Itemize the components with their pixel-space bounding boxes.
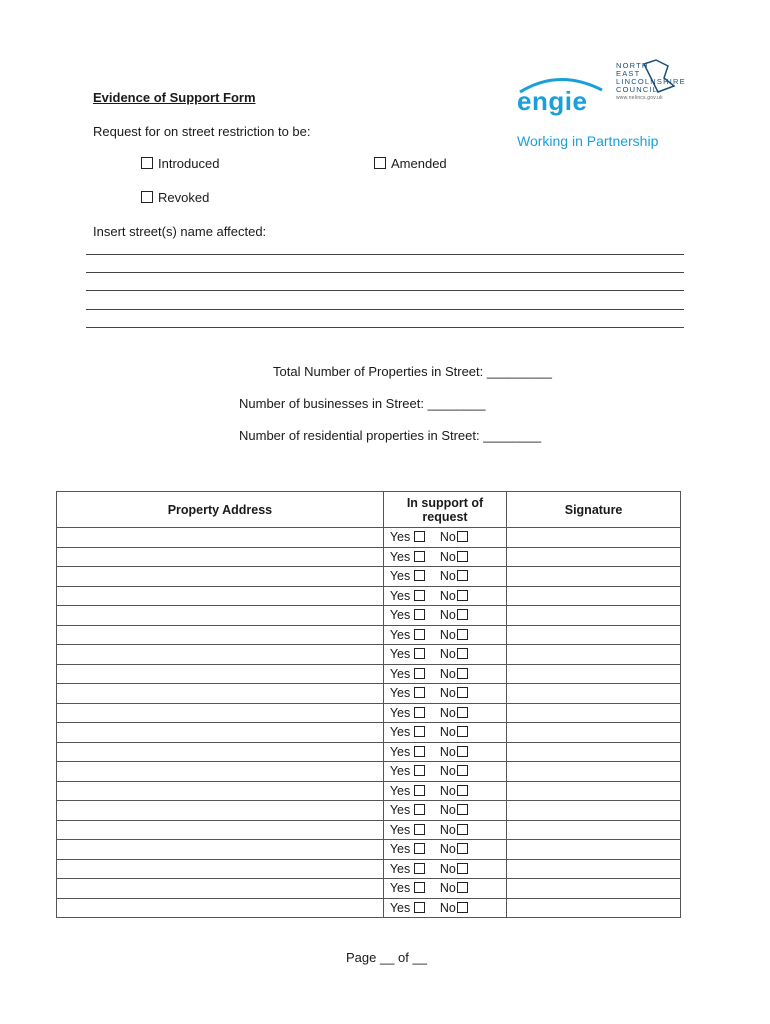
- no-checkbox[interactable]: [457, 570, 468, 581]
- table-row: [57, 703, 681, 723]
- no-checkbox[interactable]: [457, 531, 468, 542]
- address-cell[interactable]: [57, 703, 384, 723]
- support-cell: Yes No: [383, 606, 506, 626]
- introduced-checkbox[interactable]: [141, 157, 153, 169]
- no-checkbox[interactable]: [457, 746, 468, 757]
- signature-cell[interactable]: [507, 801, 681, 821]
- yes-checkbox[interactable]: [414, 687, 425, 698]
- signature-cell[interactable]: [507, 781, 681, 801]
- businesses-field[interactable]: Number of businesses in Street: ________: [239, 396, 486, 411]
- support-cell: Yes No: [383, 859, 506, 879]
- no-checkbox[interactable]: [457, 726, 468, 737]
- address-cell[interactable]: [57, 528, 384, 548]
- no-checkbox[interactable]: [457, 687, 468, 698]
- no-checkbox[interactable]: [457, 609, 468, 620]
- yes-checkbox[interactable]: [414, 590, 425, 601]
- signature-cell[interactable]: [507, 742, 681, 762]
- signature-cell[interactable]: [507, 586, 681, 606]
- support-table: [56, 491, 681, 918]
- request-label: Request for on street restriction to be:: [93, 124, 311, 139]
- yes-checkbox[interactable]: [414, 824, 425, 835]
- option-amended[interactable]: Amended: [374, 156, 447, 171]
- street-line[interactable]: [86, 309, 684, 310]
- no-checkbox[interactable]: [457, 804, 468, 815]
- signature-cell[interactable]: [507, 820, 681, 840]
- no-checkbox[interactable]: [457, 590, 468, 601]
- support-cell: Yes No: [383, 820, 506, 840]
- signature-cell[interactable]: [507, 645, 681, 665]
- table-row: [57, 781, 681, 801]
- signature-cell[interactable]: [507, 625, 681, 645]
- support-cell: Yes No: [383, 684, 506, 704]
- no-checkbox[interactable]: [457, 882, 468, 893]
- address-cell[interactable]: [57, 606, 384, 626]
- support-cell: Yes No: [383, 664, 506, 684]
- no-checkbox[interactable]: [457, 843, 468, 854]
- support-cell: Yes No: [383, 898, 506, 918]
- yes-checkbox[interactable]: [414, 804, 425, 815]
- council-name: NORTH EAST LINCOLNSHIRE COUNCIL www.nelincs.gov.uk: [616, 61, 686, 101]
- address-cell[interactable]: [57, 547, 384, 567]
- signature-cell[interactable]: [507, 840, 681, 860]
- table-row: [57, 820, 681, 840]
- logo-tagline: Working in Partnership: [517, 133, 659, 149]
- yes-checkbox[interactable]: [414, 629, 425, 640]
- address-cell[interactable]: [57, 567, 384, 587]
- revoked-checkbox[interactable]: [141, 191, 153, 203]
- address-cell[interactable]: [57, 879, 384, 899]
- no-checkbox[interactable]: [457, 765, 468, 776]
- table-row: [57, 606, 681, 626]
- support-cell: Yes No: [383, 703, 506, 723]
- table-row: [57, 547, 681, 567]
- signature-cell[interactable]: [507, 547, 681, 567]
- engie-brand: engie: [517, 86, 588, 116]
- signature-cell[interactable]: [507, 859, 681, 879]
- no-checkbox[interactable]: [457, 648, 468, 659]
- table-row: [57, 723, 681, 743]
- address-cell[interactable]: [57, 801, 384, 821]
- table-row: [57, 762, 681, 782]
- table-row: [57, 859, 681, 879]
- signature-cell[interactable]: [507, 762, 681, 782]
- table-row: [57, 567, 681, 587]
- address-cell[interactable]: [57, 723, 384, 743]
- yes-checkbox[interactable]: [414, 648, 425, 659]
- yes-checkbox[interactable]: [414, 531, 425, 542]
- address-cell[interactable]: [57, 684, 384, 704]
- table-row: [57, 898, 681, 918]
- address-cell[interactable]: [57, 859, 384, 879]
- no-checkbox[interactable]: [457, 902, 468, 913]
- address-cell[interactable]: [57, 820, 384, 840]
- yes-checkbox[interactable]: [414, 551, 425, 562]
- street-line[interactable]: [86, 254, 684, 255]
- support-cell: Yes No: [383, 762, 506, 782]
- support-cell: Yes No: [383, 547, 506, 567]
- address-cell[interactable]: [57, 586, 384, 606]
- table-row: [57, 801, 681, 821]
- street-line[interactable]: [86, 290, 684, 291]
- streets-label: Insert street(s) name affected:: [93, 224, 267, 239]
- address-cell[interactable]: [57, 645, 384, 665]
- table-row: [57, 664, 681, 684]
- support-cell: Yes No: [383, 567, 506, 587]
- signature-cell[interactable]: [507, 898, 681, 918]
- table-row: [57, 840, 681, 860]
- support-cell: Yes No: [383, 781, 506, 801]
- table-row: [57, 625, 681, 645]
- residential-field[interactable]: Number of residential properties in Street: ________: [239, 428, 542, 443]
- support-cell: Yes No: [383, 723, 506, 743]
- street-line[interactable]: [86, 272, 684, 273]
- support-cell: Yes No: [383, 879, 506, 899]
- street-line[interactable]: [86, 327, 684, 328]
- support-cell: Yes No: [383, 528, 506, 548]
- signature-cell[interactable]: [507, 879, 681, 899]
- yes-checkbox[interactable]: [414, 609, 425, 620]
- signature-cell[interactable]: [507, 528, 681, 548]
- yes-checkbox[interactable]: [414, 863, 425, 874]
- address-cell[interactable]: [57, 840, 384, 860]
- table-row: [57, 586, 681, 606]
- support-cell: Yes No: [383, 840, 506, 860]
- no-checkbox[interactable]: [457, 863, 468, 874]
- support-cell: Yes No: [383, 645, 506, 665]
- signature-cell[interactable]: [507, 703, 681, 723]
- signature-cell[interactable]: [507, 723, 681, 743]
- address-cell[interactable]: [57, 742, 384, 762]
- no-checkbox[interactable]: [457, 551, 468, 562]
- form-title: Evidence of Support Form: [93, 90, 256, 105]
- address-cell[interactable]: [57, 664, 384, 684]
- page-footer: Page __ of __: [346, 950, 427, 965]
- yes-checkbox[interactable]: [414, 707, 425, 718]
- support-cell: Yes No: [383, 801, 506, 821]
- yes-checkbox[interactable]: [414, 843, 425, 854]
- signature-cell[interactable]: [507, 664, 681, 684]
- address-cell[interactable]: [57, 781, 384, 801]
- no-checkbox[interactable]: [457, 785, 468, 796]
- yes-checkbox[interactable]: [414, 726, 425, 737]
- yes-checkbox[interactable]: [414, 570, 425, 581]
- amended-checkbox[interactable]: [374, 157, 386, 169]
- signature-cell[interactable]: [507, 606, 681, 626]
- address-cell[interactable]: [57, 898, 384, 918]
- table-row: [57, 528, 681, 548]
- no-checkbox[interactable]: [457, 668, 468, 679]
- support-cell: Yes No: [383, 625, 506, 645]
- header-property-address: Property Address: [57, 492, 384, 528]
- table-row: [57, 742, 681, 762]
- table-row: [57, 645, 681, 665]
- support-cell: Yes No: [383, 586, 506, 606]
- yes-checkbox[interactable]: [414, 765, 425, 776]
- yes-checkbox[interactable]: [414, 746, 425, 757]
- total-properties-field[interactable]: Total Number of Properties in Street: _________: [273, 364, 552, 379]
- yes-checkbox[interactable]: [414, 882, 425, 893]
- header-in-support: In support of request: [383, 492, 506, 528]
- table-row: [57, 684, 681, 704]
- signature-cell[interactable]: [507, 567, 681, 587]
- option-introduced[interactable]: Introduced: [141, 156, 219, 171]
- no-checkbox[interactable]: [457, 629, 468, 640]
- option-revoked[interactable]: Revoked: [141, 190, 209, 205]
- signature-cell[interactable]: [507, 684, 681, 704]
- address-cell[interactable]: [57, 762, 384, 782]
- yes-checkbox[interactable]: [414, 902, 425, 913]
- table-row: [57, 879, 681, 899]
- no-checkbox[interactable]: [457, 707, 468, 718]
- header-signature: Signature: [507, 492, 681, 528]
- address-cell[interactable]: [57, 625, 384, 645]
- yes-checkbox[interactable]: [414, 785, 425, 796]
- yes-checkbox[interactable]: [414, 668, 425, 679]
- no-checkbox[interactable]: [457, 824, 468, 835]
- support-cell: Yes No: [383, 742, 506, 762]
